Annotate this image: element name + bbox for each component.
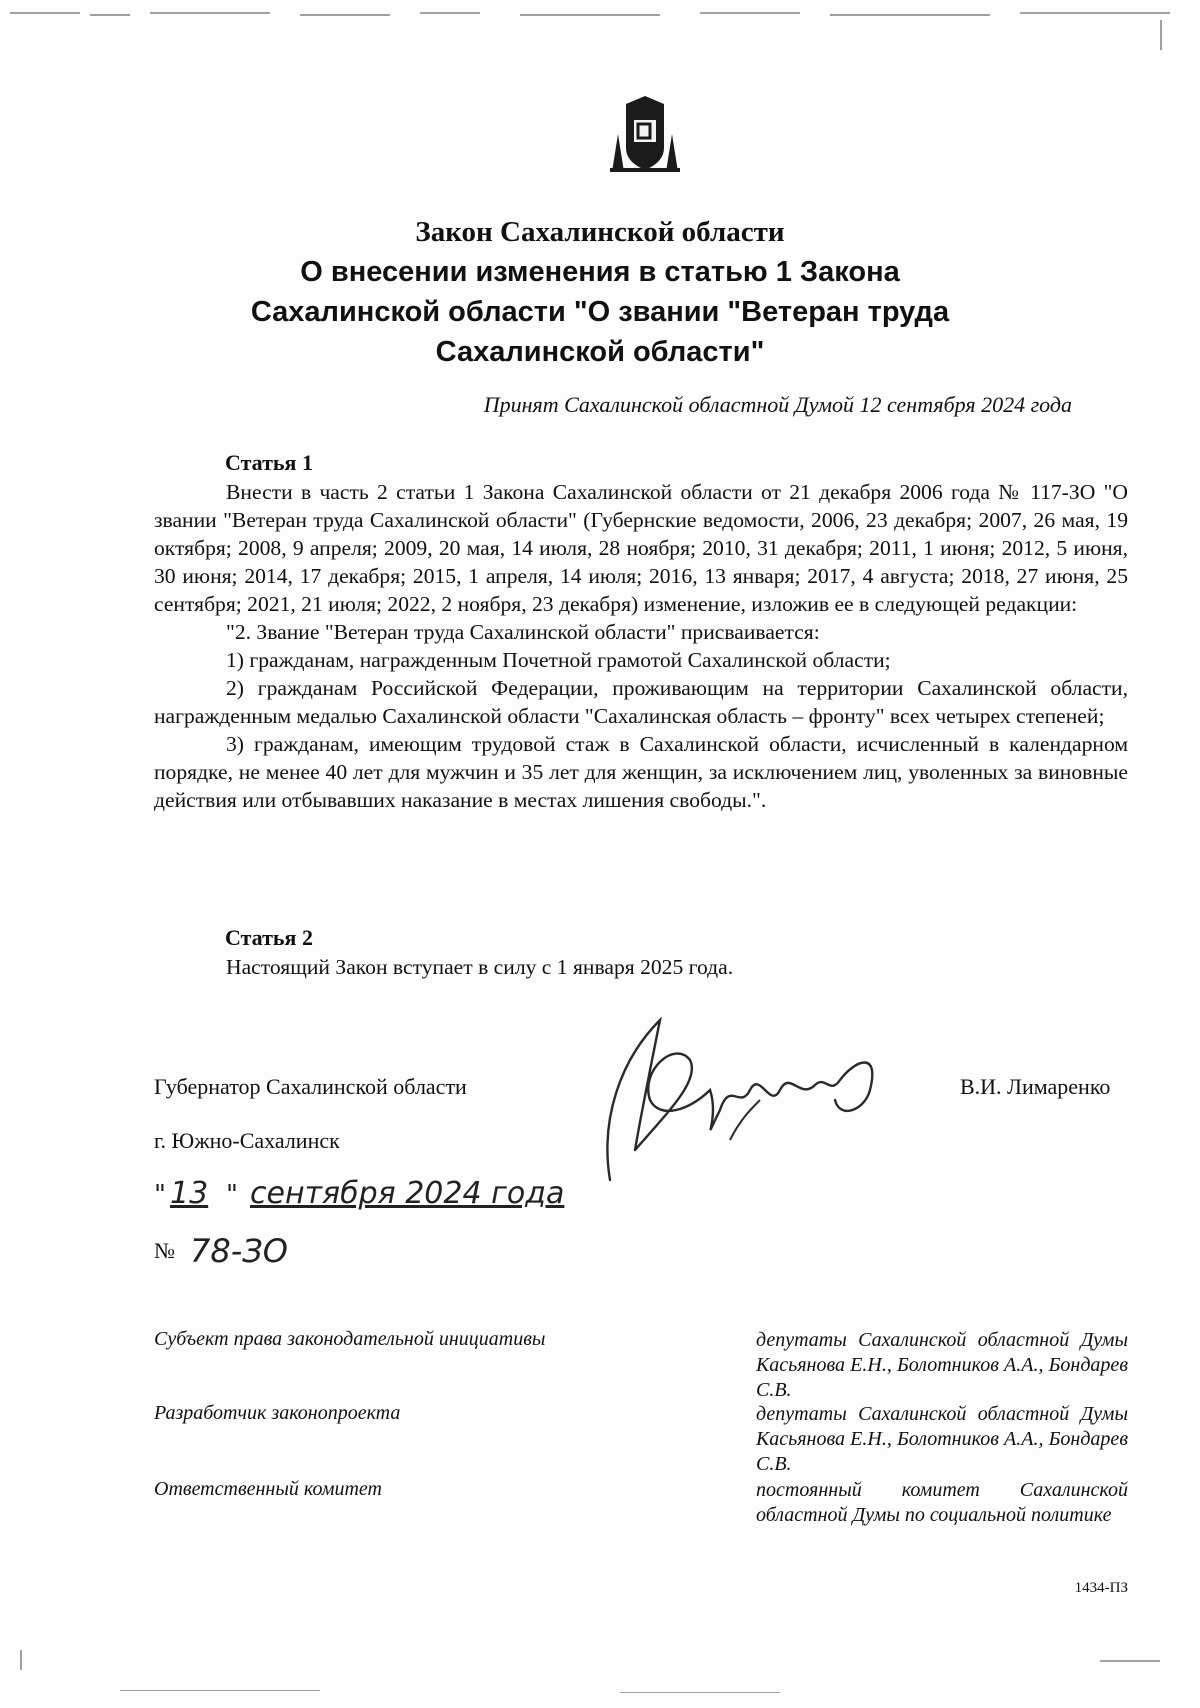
subject-value: депутаты Сахалинской областной Думы Касьянова Е.Н., Болотников А.А., Бондарев С.В. [756, 1329, 1128, 1401]
title-line-2: О внесении изменения в статью 1 Закона [300, 256, 900, 288]
article-1-body [154, 478, 1128, 814]
committee-value: постоянный комитет Сахалинской областной Думы по социальной политике [756, 1479, 1128, 1526]
signatory-name: В.И. Лимаренко [960, 1074, 1111, 1099]
signing-city: г. Южно-Сахалинск [154, 1128, 340, 1153]
date-close-quote: " [226, 1180, 238, 1210]
adoption-note: Принят Сахалинской областной Думой 12 сентября 2024 года [483, 392, 1072, 417]
title-line-4: Сахалинской области" [435, 336, 765, 368]
committee-label: Ответственный комитет [154, 1478, 382, 1500]
developer-label: Разработчик законопроекта [154, 1402, 401, 1424]
title-line-3: Сахалинской области "О звании "Ветеран труда [250, 296, 950, 328]
date-day: 13 [170, 1176, 209, 1211]
article-1-item-1: 1) гражданам, награжденным Почетной грамотой Сахалинской области; [226, 648, 891, 672]
article-1-item-2: 2) гражданам Российской Федерации, проживающим на территории Сахалинской области, награжденным медалью Сахалинской области "Сахалинская область – фронту" всех четырех степеней; [154, 676, 1128, 728]
number-value: 78-ЗО [190, 1232, 288, 1270]
document-title [150, 212, 1050, 372]
signatory-position: Губернатор Сахалинской области [154, 1074, 467, 1099]
article-1-heading: Статья 1 [225, 450, 313, 475]
subject-label: Субъект права законодательной инициативы [154, 1328, 546, 1350]
article-2-heading: Статья 2 [225, 925, 313, 950]
date-open-quote: " [154, 1180, 166, 1210]
article-2-text: Настоящий Закон вступает в силу с 1 января 2025 года. [226, 955, 734, 979]
article-1-intro: Внести в часть 2 статьи 1 Закона Сахалинской области от 21 декабря 2006 года № 117-ЗО "О звании "Ветеран труда Сахалинской области" (Губернские ведомости, 2006, 23 декабря; 2007, 26 мая, 19 октября; 2008, 9 апреля; 2009, 20 мая, 14 июля, 28 ноября; 2010, 31 декабря; 2011, 1 июня; 2012, 5 июня, 30 июня; 2014, 17 декабря; 2015, 1 апреля, 14 июля; 2016, 13 января; 2017, 4 августа; 2018, 27 июня, 25 сентября; 2021, 21 июля; 2022, 2 ноября, 23 декабря) изменение, изложив ее в следующей редакции: [154, 480, 1128, 616]
coat-of-arms-icon [606, 94, 684, 174]
article-1-clause-2: "2. Звание "Ветеран труда Сахалинской области" присваивается: [226, 620, 820, 644]
article-1-item-3: 3) гражданам, имеющим трудовой стаж в Сахалинской области, исчисленный в календарном порядке, не менее 40 лет для мужчин и 35 лет для женщин, за исключением лиц, уволенных за виновные действия или отбывавших наказание в местах лишения свободы.". [154, 732, 1128, 812]
document-code: 1434-ПЗ [1074, 1580, 1128, 1596]
developer-value: депутаты Сахалинской областной Думы Касьянова Е.Н., Болотников А.А., Бондарев С.В. [756, 1403, 1128, 1475]
title-line-1: Закон Сахалинской области [415, 216, 785, 248]
handwritten-signature [580, 1000, 900, 1200]
number-prefix: № [154, 1238, 175, 1263]
date-month-year: сентября 2024 года [250, 1176, 565, 1211]
